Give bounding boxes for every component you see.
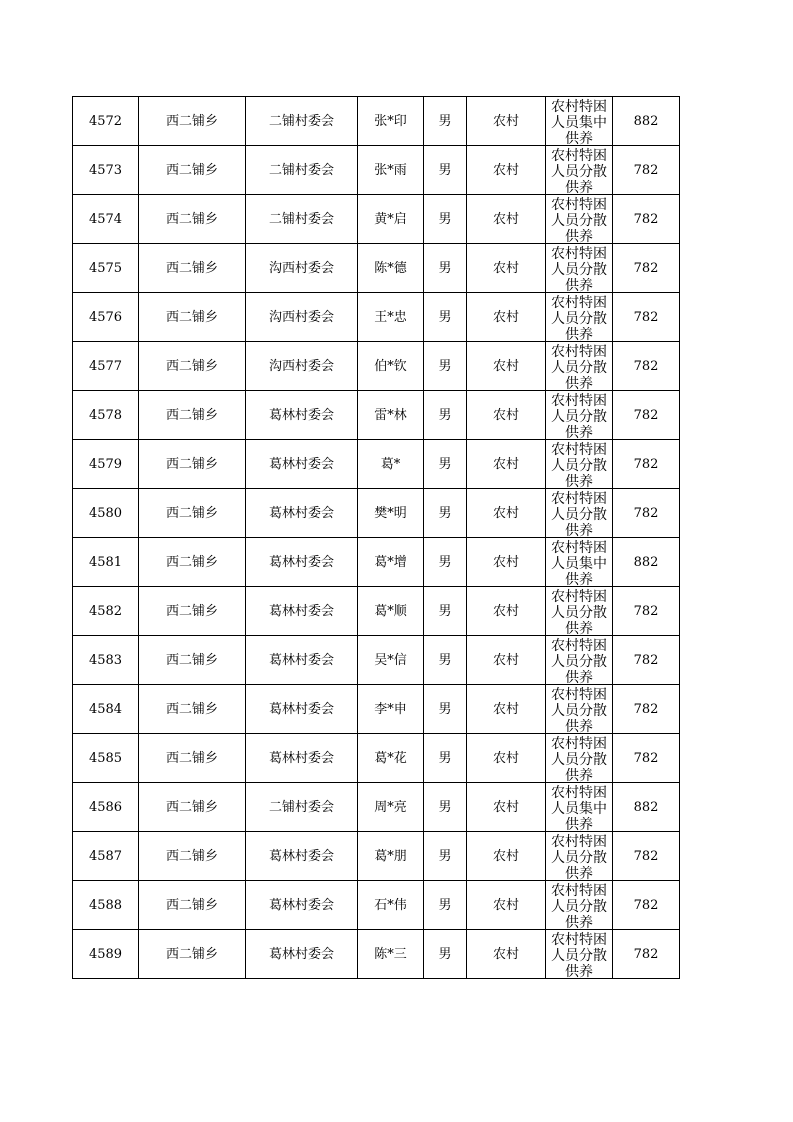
table-row [73,783,680,832]
township-cell: 西二铺乡 [139,930,246,979]
township-cell: 西二铺乡 [139,489,246,538]
assistance-type-text: 农村特困人员分散供养 [551,294,607,341]
table-row [73,734,680,783]
area-type-cell: 农村 [467,146,546,195]
assistance-type-text: 农村特困人员分散供养 [551,882,607,929]
person-name-cell: 黄*启 [358,195,424,244]
table-row [73,244,680,293]
table-row [73,636,680,685]
village-committee-cell: 二铺村委会 [246,783,358,832]
village-committee-cell: 葛林村委会 [246,587,358,636]
amount-cell: 782 [613,832,680,881]
township-cell: 西二铺乡 [139,783,246,832]
gender-cell: 男 [424,440,467,489]
assistance-type-text: 农村特困人员分散供养 [551,686,607,733]
gender-cell: 男 [424,685,467,734]
assistance-type-cell [546,244,613,293]
table-row [73,97,680,146]
village-committee-cell: 葛林村委会 [246,489,358,538]
record-id-cell: 4575 [73,244,139,293]
person-name-cell: 李*申 [358,685,424,734]
amount-cell: 782 [613,587,680,636]
township-cell: 西二铺乡 [139,538,246,587]
person-name-cell: 葛*顺 [358,587,424,636]
record-id-cell: 4586 [73,783,139,832]
amount-cell: 782 [613,685,680,734]
township-cell: 西二铺乡 [139,685,246,734]
village-committee-cell: 二铺村委会 [246,195,358,244]
area-type-cell: 农村 [467,440,546,489]
area-type-cell: 农村 [467,342,546,391]
village-committee-cell: 葛林村委会 [246,734,358,783]
assistance-type-cell [546,930,613,979]
township-cell: 西二铺乡 [139,293,246,342]
assistance-roster-table [72,96,680,979]
person-name-cell: 吴*信 [358,636,424,685]
township-cell: 西二铺乡 [139,734,246,783]
assistance-type-text: 农村特困人员集中供养 [551,539,607,586]
assistance-type-text: 农村特困人员分散供养 [551,588,607,635]
township-cell: 西二铺乡 [139,391,246,440]
amount-cell: 782 [613,636,680,685]
village-committee-cell: 葛林村委会 [246,538,358,587]
record-id-cell: 4576 [73,293,139,342]
roster-body [73,97,680,979]
table-row [73,342,680,391]
person-name-cell: 周*亮 [358,783,424,832]
area-type-cell: 农村 [467,636,546,685]
table-row [73,587,680,636]
assistance-type-text: 农村特困人员分散供养 [551,196,607,243]
record-id-cell: 4581 [73,538,139,587]
assistance-type-cell [546,293,613,342]
person-name-cell: 葛*朋 [358,832,424,881]
record-id-cell: 4584 [73,685,139,734]
area-type-cell: 农村 [467,293,546,342]
amount-cell: 782 [613,293,680,342]
area-type-cell: 农村 [467,538,546,587]
assistance-type-text: 农村特困人员分散供养 [551,343,607,390]
gender-cell: 男 [424,293,467,342]
person-name-cell: 陈*德 [358,244,424,293]
assistance-type-text: 农村特困人员集中供养 [551,784,607,831]
assistance-type-cell [546,440,613,489]
amount-cell: 782 [613,244,680,293]
assistance-type-cell [546,342,613,391]
person-name-cell: 王*忠 [358,293,424,342]
township-cell: 西二铺乡 [139,244,246,293]
assistance-type-cell [546,685,613,734]
gender-cell: 男 [424,391,467,440]
amount-cell: 782 [613,881,680,930]
village-committee-cell: 二铺村委会 [246,146,358,195]
township-cell: 西二铺乡 [139,342,246,391]
village-committee-cell: 葛林村委会 [246,391,358,440]
gender-cell: 男 [424,832,467,881]
table-row [73,685,680,734]
village-committee-cell: 沟西村委会 [246,244,358,293]
record-id-cell: 4572 [73,97,139,146]
gender-cell: 男 [424,587,467,636]
table-row [73,195,680,244]
township-cell: 西二铺乡 [139,832,246,881]
township-cell: 西二铺乡 [139,440,246,489]
amount-cell: 782 [613,734,680,783]
table-row [73,146,680,195]
area-type-cell: 农村 [467,930,546,979]
area-type-cell: 农村 [467,195,546,244]
record-id-cell: 4573 [73,146,139,195]
village-committee-cell: 葛林村委会 [246,832,358,881]
assistance-type-cell [546,587,613,636]
assistance-type-text: 农村特困人员分散供养 [551,931,607,978]
record-id-cell: 4577 [73,342,139,391]
area-type-cell: 农村 [467,244,546,293]
amount-cell: 882 [613,783,680,832]
assistance-type-cell [546,538,613,587]
gender-cell: 男 [424,734,467,783]
village-committee-cell: 二铺村委会 [246,97,358,146]
assistance-type-text: 农村特困人员分散供养 [551,392,607,439]
assistance-type-cell [546,391,613,440]
assistance-type-text: 农村特困人员分散供养 [551,735,607,782]
gender-cell: 男 [424,636,467,685]
assistance-type-cell [546,146,613,195]
area-type-cell: 农村 [467,881,546,930]
gender-cell: 男 [424,342,467,391]
area-type-cell: 农村 [467,685,546,734]
area-type-cell: 农村 [467,489,546,538]
record-id-cell: 4579 [73,440,139,489]
assistance-type-cell [546,195,613,244]
table-row [73,293,680,342]
assistance-type-text: 农村特困人员集中供养 [551,98,607,145]
village-committee-cell: 葛林村委会 [246,685,358,734]
gender-cell: 男 [424,195,467,244]
person-name-cell: 伯*钦 [358,342,424,391]
gender-cell: 男 [424,538,467,587]
table-row [73,832,680,881]
table-row [73,930,680,979]
village-committee-cell: 沟西村委会 [246,293,358,342]
amount-cell: 782 [613,146,680,195]
amount-cell: 882 [613,97,680,146]
record-id-cell: 4588 [73,881,139,930]
gender-cell: 男 [424,244,467,293]
record-id-cell: 4587 [73,832,139,881]
record-id-cell: 4580 [73,489,139,538]
township-cell: 西二铺乡 [139,97,246,146]
assistance-type-cell [546,832,613,881]
table-row [73,391,680,440]
record-id-cell: 4583 [73,636,139,685]
area-type-cell: 农村 [467,587,546,636]
record-id-cell: 4585 [73,734,139,783]
amount-cell: 782 [613,391,680,440]
person-name-cell: 樊*明 [358,489,424,538]
area-type-cell: 农村 [467,734,546,783]
amount-cell: 882 [613,538,680,587]
gender-cell: 男 [424,146,467,195]
township-cell: 西二铺乡 [139,587,246,636]
amount-cell: 782 [613,195,680,244]
area-type-cell: 农村 [467,391,546,440]
person-name-cell: 葛* [358,440,424,489]
amount-cell: 782 [613,930,680,979]
person-name-cell: 张*雨 [358,146,424,195]
township-cell: 西二铺乡 [139,195,246,244]
amount-cell: 782 [613,342,680,391]
assistance-type-text: 农村特困人员分散供养 [551,490,607,537]
amount-cell: 782 [613,440,680,489]
person-name-cell: 雷*林 [358,391,424,440]
person-name-cell: 葛*花 [358,734,424,783]
village-committee-cell: 葛林村委会 [246,636,358,685]
area-type-cell: 农村 [467,97,546,146]
assistance-type-text: 农村特困人员分散供养 [551,833,607,880]
person-name-cell: 葛*增 [358,538,424,587]
assistance-type-text: 农村特困人员分散供养 [551,147,607,194]
assistance-type-cell [546,783,613,832]
record-id-cell: 4582 [73,587,139,636]
township-cell: 西二铺乡 [139,636,246,685]
assistance-type-cell [546,636,613,685]
assistance-type-cell [546,97,613,146]
assistance-type-text: 农村特困人员分散供养 [551,441,607,488]
table-row [73,538,680,587]
person-name-cell: 陈*三 [358,930,424,979]
gender-cell: 男 [424,97,467,146]
assistance-type-cell [546,489,613,538]
record-id-cell: 4589 [73,930,139,979]
assistance-type-cell [546,734,613,783]
record-id-cell: 4574 [73,195,139,244]
record-id-cell: 4578 [73,391,139,440]
village-committee-cell: 葛林村委会 [246,881,358,930]
village-committee-cell: 沟西村委会 [246,342,358,391]
gender-cell: 男 [424,930,467,979]
table-row [73,489,680,538]
person-name-cell: 张*印 [358,97,424,146]
gender-cell: 男 [424,783,467,832]
assistance-type-text: 农村特困人员分散供养 [551,245,607,292]
assistance-type-cell [546,881,613,930]
village-committee-cell: 葛林村委会 [246,930,358,979]
amount-cell: 782 [613,489,680,538]
area-type-cell: 农村 [467,832,546,881]
assistance-type-text: 农村特困人员分散供养 [551,637,607,684]
table-row [73,440,680,489]
table-row [73,881,680,930]
village-committee-cell: 葛林村委会 [246,440,358,489]
gender-cell: 男 [424,489,467,538]
person-name-cell: 石*伟 [358,881,424,930]
township-cell: 西二铺乡 [139,146,246,195]
township-cell: 西二铺乡 [139,881,246,930]
gender-cell: 男 [424,881,467,930]
area-type-cell: 农村 [467,783,546,832]
